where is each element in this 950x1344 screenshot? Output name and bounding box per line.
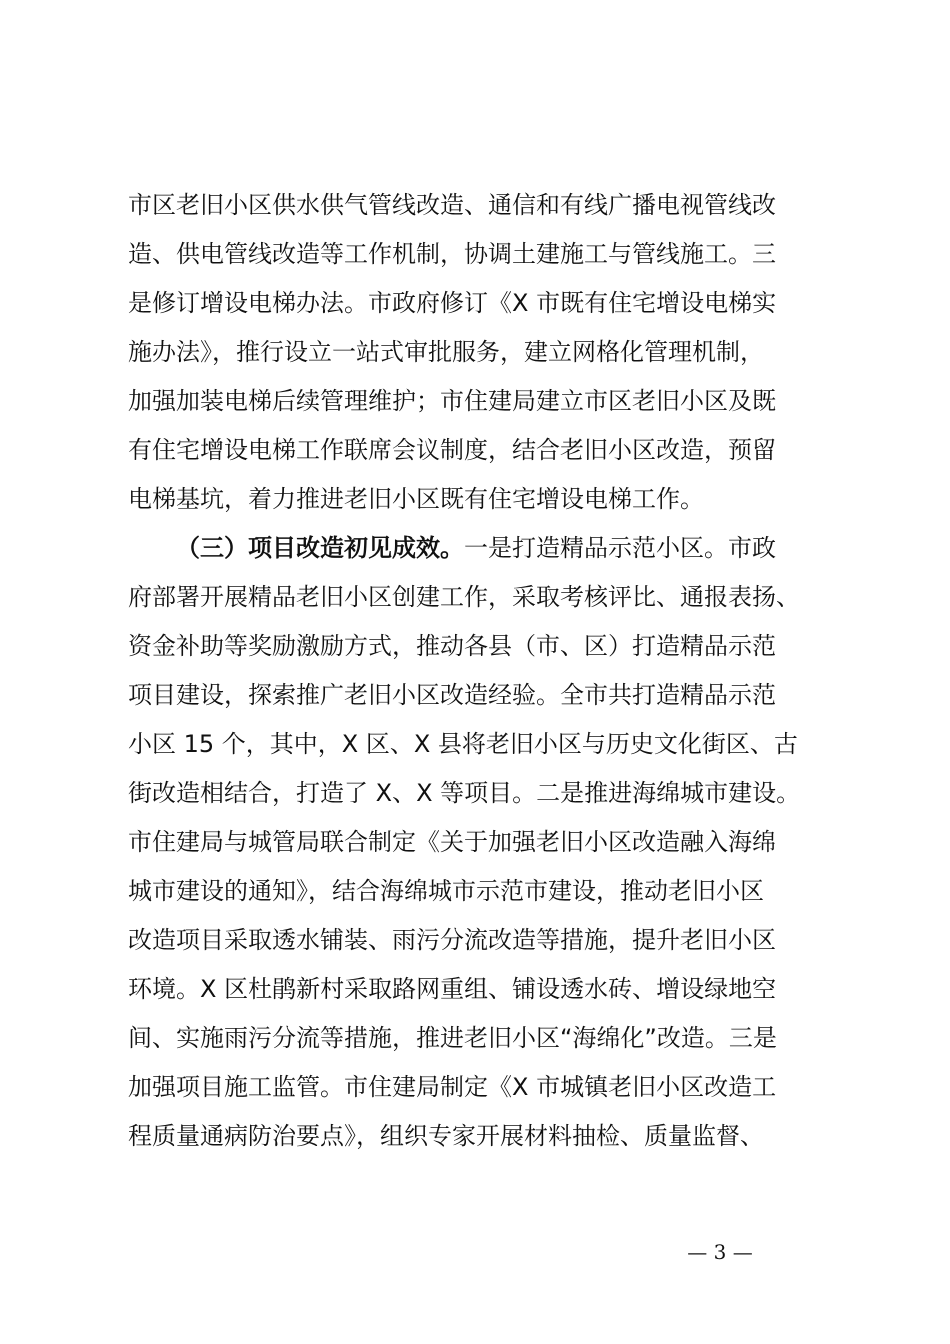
paragraph-line: 小区 15 个，其中，X 区、X 县将老旧小区与历史文化街区、古 — [128, 730, 798, 758]
paragraph-line: 间、实施雨污分流等措施，推进老旧小区“海绵化”改造。三是 — [128, 1024, 777, 1052]
paragraph-line: 施办法》，推行设立一站式审批服务，建立网格化管理机制， — [128, 338, 764, 366]
paragraph-line: 加强项目施工监管。市住建局制定《X 市城镇老旧小区改造工 — [128, 1073, 777, 1101]
paragraph-line: 街改造相结合，打造了 X、X 等项目。二是推进海绵城市建设。 — [128, 779, 801, 807]
paragraph-line: 电梯基坑，着力推进老旧小区既有住宅增设电梯工作。 — [128, 485, 704, 513]
paragraph-line: 市区老旧小区供水供气管线改造、通信和有线广播电视管线改 — [128, 191, 776, 219]
paragraph-line: 有住宅增设电梯工作联席会议制度，结合老旧小区改造，预留 — [128, 436, 776, 464]
section-heading: （三）项目改造初见成效。 — [176, 534, 464, 562]
document-body — [128, 181, 848, 1161]
paragraph-line: 资金补助等奖励激励方式，推动各县（市、区）打造精品示范 — [128, 632, 776, 660]
paragraph-line: 改造项目采取透水铺装、雨污分流改造等措施，提升老旧小区 — [128, 926, 776, 954]
section-heading-line — [128, 524, 848, 573]
paragraph-line: 加强加装电梯后续管理维护；市住建局建立市区老旧小区及既 — [128, 387, 776, 415]
paragraph-line: 城市建设的通知》，结合海绵城市示范市建设，推动老旧小区 — [128, 877, 764, 905]
page-number: — 3 — — [687, 1240, 753, 1264]
paragraph-line: 环境。X 区杜鹃新村采取路网重组、铺设透水砖、增设绿地空 — [128, 975, 777, 1003]
paragraph-line: 市住建局与城管局联合制定《关于加强老旧小区改造融入海绵 — [128, 828, 776, 856]
paragraph-line: 是修订增设电梯办法。市政府修订《X 市既有住宅增设电梯实 — [128, 289, 777, 317]
paragraph-line: 项目建设，探索推广老旧小区改造经验。全市共打造精品示范 — [128, 681, 776, 709]
paragraph-line: 造、供电管线改造等工作机制，协调土建施工与管线施工。三 — [128, 240, 776, 268]
section-first-line-text: 一是打造精品示范小区。市政 — [464, 534, 776, 562]
paragraph-line: 程质量通病防治要点》，组织专家开展材料抽检、质量监督、 — [128, 1122, 764, 1150]
paragraph-line: 府部署开展精品老旧小区创建工作，采取考核评比、通报表扬、 — [128, 583, 800, 611]
